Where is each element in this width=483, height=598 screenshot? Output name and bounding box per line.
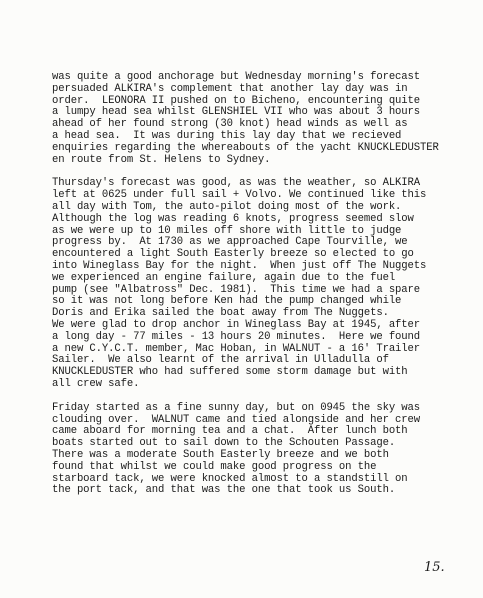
text-line: a long day - 77 miles - 13 hours 20 minutes. Here we found [52, 330, 421, 343]
text-line: ahead of her found strong (30 knot) head winds as well as [52, 118, 408, 131]
text-line: clouding over. WALNUT came and tied alongside and her crew [52, 413, 421, 426]
text-line: order. LEONORA II pushed on to Bicheno, encountering quite [52, 94, 421, 107]
text-line: Friday started as a fine sunny day, but on 0945 the sky was [52, 401, 421, 414]
text-line: boats started out to sail down to the Schouten Passage. [52, 437, 396, 450]
text-line: as we were up to 10 miles off shore with little to judge [52, 224, 402, 237]
text-line: Thursday's forecast was good, as was the weather, so ALKIRA [52, 177, 421, 190]
paragraph-1 [52, 72, 462, 166]
text-line: so it was not long before Ken had the pump changed while [52, 295, 402, 308]
paragraph-2 [52, 178, 462, 390]
text-line: We were glad to drop anchor in Wineglass Bay at 1945, after [52, 318, 421, 331]
text-line: encountered a light South Easterly breeze so elected to go [52, 248, 414, 261]
text-line: Doris and Erika sailed the boat away from The Nuggets. [52, 307, 389, 320]
text-line: enquiries regarding the whereabouts of the yacht KNUCKLEDUSTER [52, 141, 439, 154]
text-line: persuaded ALKIRA's complement that another lay day was in [52, 82, 408, 95]
text-line: Although the log was reading 6 knots, progress seemed slow [52, 212, 414, 225]
paragraph-3 [52, 403, 462, 497]
text-line: en route from St. Helens to Sydney. [52, 153, 271, 166]
text-line: all day with Tom, the auto-pilot doing most of the work. [52, 200, 402, 213]
text-line: a head sea. It was during this lay day that we recieved [52, 129, 402, 142]
text-line: pump (see "Albatross" Dec. 1981). This time we had a spare [52, 283, 421, 296]
text-line: There was a moderate South Easterly breeze and we both [52, 448, 389, 461]
text-line: the port tack, and that was the one that took us South. [52, 484, 396, 497]
page-number: 15. [424, 560, 445, 575]
body-text [52, 72, 462, 509]
text-line: we experienced an engine failure, again due to the fuel [52, 271, 396, 284]
text-line: all crew safe. [52, 377, 140, 390]
text-line: found that whilst we could make good progress on the [52, 460, 377, 473]
text-line: progress by. At 1730 as we approached Cape Tourville, we [52, 236, 408, 249]
text-line: a lumpy head sea whilst GLENSHIEL VII who was about 3 hours [52, 106, 421, 119]
text-line: into Wineglass Bay for the night. When just off The Nuggets [52, 259, 427, 272]
text-line: was quite a good anchorage but Wednesday morning's forecast [52, 71, 421, 83]
text-line: starboard tack, we were knocked almost to a standstill on [52, 472, 408, 485]
text-line: came aboard for morning tea and a chat. After lunch both [52, 425, 408, 438]
text-line: Sailer. We also learnt of the arrival in Ulladulla of [52, 354, 389, 367]
text-line: left at 0625 under full sail + Volvo. We continued like this [52, 189, 427, 202]
text-line: a new C.Y.C.T. member, Mac Hoban, in WALNUT - a 16' Trailer [52, 342, 421, 355]
text-line: KNUCKLEDUSTER who had suffered some storm damage but with [52, 366, 408, 379]
